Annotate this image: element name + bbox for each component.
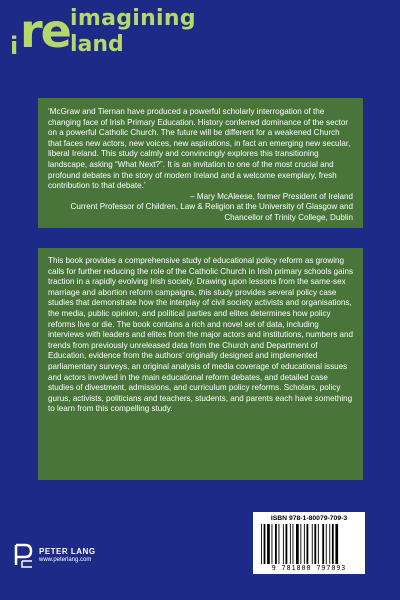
series-logo-re: re bbox=[20, 4, 70, 58]
endorsement-role-1: Current Professor of Children, Law & Religion at the University of Glasgow and bbox=[70, 202, 353, 212]
series-logo-land: land bbox=[70, 32, 124, 57]
barcode-digits: 9 781800 797093 bbox=[271, 564, 347, 572]
endorsement-role-2: Chancellor of Trinity College, Dublin bbox=[224, 212, 353, 222]
peter-lang-mark-icon bbox=[13, 541, 35, 569]
publisher-logo bbox=[13, 541, 123, 575]
endorsement-box bbox=[38, 98, 363, 228]
series-logo-i: i bbox=[10, 32, 19, 60]
endorsement-author: – Mary McAleese, former President of Ireland bbox=[190, 191, 353, 201]
publisher-url: www.peterlang.com bbox=[39, 557, 92, 563]
series-logo bbox=[10, 6, 200, 76]
publisher-name: PETER LANG bbox=[39, 547, 96, 556]
book-description: This book provides a comprehensive study of educational policy reform as growing calls for further reducing the role of the Catholic Church in Irish primary schools gains traction in a rapidly evolving Irish society. Drawing upon lessons from the same-sex marriage and abortion reform campaigns, this study provides several policy case studies that demonstrate how the interplay of civil society activists and organisations, the media, public opinion, and political parties and elites determines how policy reforms live or die. The book contains a rich and novel set of data, including interviews with leaders and elites from the major actors and institutions, numbers and trends from previously unreleased data from the Church and Department of Education, evidence from the authors’ originally designed and implemented parliamentary surveys, an original analysis of media coverage of educational issues and actors involved in the main educational reform debates, and detailed case studies of divestment, admissions, and curriculum policy reforms. Scholars, policy gurus, activists, politicians and teachers, students, and parents each have something to learn from this compelling study. bbox=[48, 256, 354, 414]
barcode bbox=[253, 512, 365, 574]
barcode-bars-icon bbox=[259, 524, 359, 564]
series-logo-imagining: imagining bbox=[70, 6, 196, 31]
description-box bbox=[38, 248, 363, 480]
endorsement-quote: ‘McGraw and Tiernan have produced a powerful scholarly interrogation of the changing face of Irish Primary Education. History conferred dominance of the sector on a powerful Catholic Church. The future will be different for a weakened Church that faces new actors, new voices, new aspirations, in fact an emerging new secular, liberal Ireland. This study calmly and convincingly explores this transitioning landscape, asking “What Next?”. It is an invitation to one of the most crucial and profound debates in the story of modern Ireland and a welcome exemplary, fresh contribution to that debate.’ bbox=[48, 107, 351, 191]
isbn-label: ISBN 978-1-80079-709-3 bbox=[270, 515, 348, 522]
